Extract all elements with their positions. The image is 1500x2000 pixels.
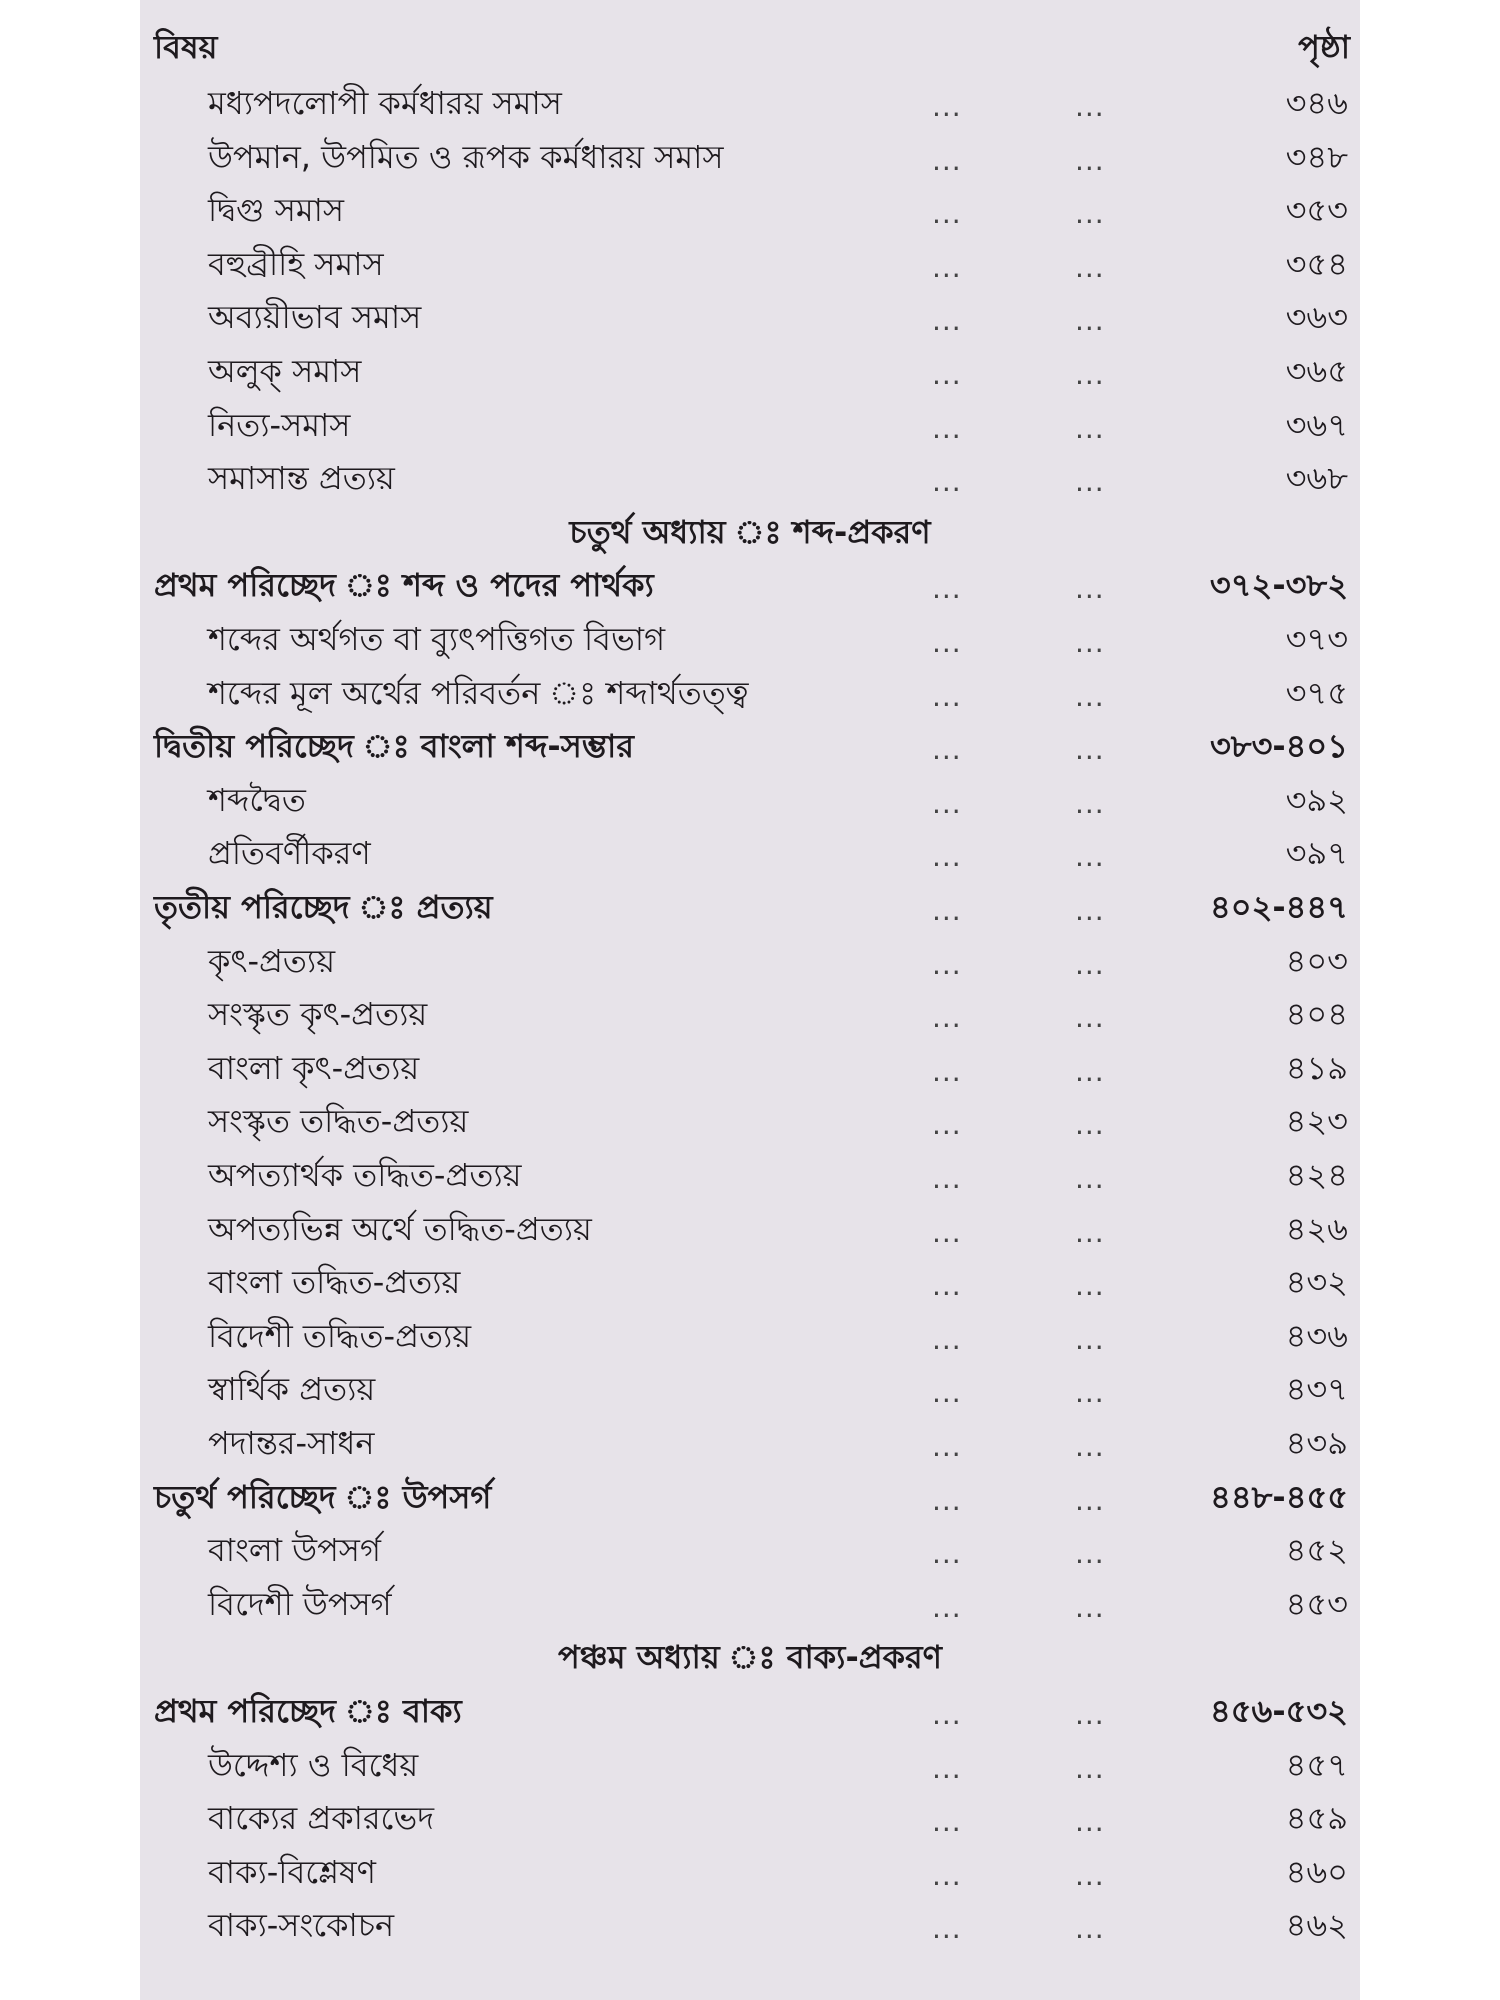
entry-page-number: ৪৩৬ [1285,1316,1348,1355]
entry-title: স্বার্থিক প্রত্যয় [208,1370,376,1409]
toc-entry [140,1579,1360,1629]
toc-entry [140,1418,1360,1468]
entry-title: বিদেশী তদ্ধিত-প্রত্যয় [208,1316,472,1355]
entry-page-number: ৩৮৩-৪০১ [1210,727,1348,766]
entry-page-number: ৪০২-৪৪৭ [1210,888,1348,926]
leader-dots: ... [932,90,962,123]
entry-page-number: ৩৪৬ [1285,84,1348,122]
entry-page-number: ৩৯৭ [1285,834,1348,873]
entry-title: বিদেশী উপসর্গ [208,1584,392,1623]
leader-dots: ... [1075,947,1105,981]
entry-page-number: ৪৪৮-৪৫৫ [1210,1477,1348,1516]
entry-page-number: ৩৭৫ [1285,673,1348,712]
entry-title: তৃতীয় পরিচ্ছেদ ঃ প্রত্যয় [154,888,493,926]
leader-dots: ... [1075,1162,1105,1195]
toc-entry [140,78,1360,128]
leader-dots: ... [932,1483,962,1517]
leader-dots: ... [932,1805,962,1839]
entry-page-number: ৩৬৫ [1285,352,1348,390]
leader-dots: ... [932,679,962,713]
leader-dots: ... [932,1269,962,1303]
toc-entry [140,185,1360,235]
entry-title: বাক্য-বিশ্লেষণ [208,1852,377,1891]
leader-dots: ... [932,1698,962,1731]
entry-page-number: ৩৪৮ [1285,137,1348,176]
toc-header [154,26,1350,76]
leader-dots: ... [932,304,962,338]
leader-dots: ... [1075,840,1105,874]
leader-dots: ... [1075,1590,1105,1624]
entry-title: শব্দের মূল অর্থের পরিবর্তন ঃ শব্দার্থতত্ত্ব [208,673,749,712]
entry-title: দ্বিগু সমাস [208,191,345,230]
entry-title: বাংলা উপসর্গ [208,1531,381,1570]
entry-title: সমাসান্ত প্রত্যয় [208,459,395,498]
leader-dots: ... [932,197,962,231]
toc-entry [140,1311,1360,1361]
leader-dots: ... [932,1858,962,1892]
entry-title: উপমান, উপমিত ও রূপক কর্মধারয় সমাস [208,137,724,176]
entry-title: বাক্যের প্রকারভেদ [208,1799,435,1838]
entry-title: বহুব্রীহি সমাস [208,244,384,283]
leader-dots: ... [932,1912,962,1946]
entry-title: উদ্দেশ্য ও বিধেয় [208,1745,419,1784]
entry-title: চতুর্থ পরিচ্ছেদ ঃ উপসর্গ [154,1477,492,1516]
entry-page-number: ৪২৩ [1285,1102,1348,1141]
entry-page-number: ৪০৩ [1285,941,1348,980]
leader-dots: ... [932,1376,962,1410]
entry-title: অপত্যার্থক তদ্ধিত-প্রত্যয় [208,1156,522,1194]
leader-dots: ... [932,143,962,177]
leader-dots: ... [1075,1483,1105,1517]
leader-dots: ... [1075,626,1105,659]
entry-page-number: ৪৩৭ [1285,1370,1348,1409]
entry-title: নিত্য-সমাস [208,405,351,444]
leader-dots: ... [1075,1108,1105,1142]
leader-dots: ... [1075,411,1105,445]
entry-page-number: ৪২৪ [1285,1156,1348,1194]
section-entry [140,1686,1360,1736]
leader-dots: ... [1075,786,1105,820]
entry-title: বাক্য-সংকোচন [208,1906,395,1945]
leader-dots: ... [932,1430,962,1463]
entry-page-number: ৪৬২ [1285,1906,1348,1945]
toc-entry [140,668,1360,718]
toc-entry [140,346,1360,396]
leader-dots: ... [1075,143,1105,177]
leader-dots: ... [932,733,962,767]
toc-entry [140,400,1360,450]
leader-dots: ... [932,465,962,499]
leader-dots: ... [932,411,962,445]
entry-title: অপত্যভিন্ন অর্থে তদ্ধিত-প্রত্যয় [208,1209,592,1248]
leader-dots: ... [932,947,962,981]
leader-dots: ... [932,786,962,820]
leader-dots: ... [1075,1322,1105,1356]
leader-dots: ... [1075,304,1105,338]
entry-page-number: ৪০৪ [1285,995,1348,1034]
section-entry [140,1472,1360,1522]
leader-dots: ... [932,840,962,874]
leader-dots: ... [932,572,962,606]
leader-dots: ... [1075,1858,1105,1892]
leader-dots: ... [932,1322,962,1356]
toc-entry [140,453,1360,503]
toc-entry [140,828,1360,878]
toc-entry [140,775,1360,825]
entry-title: বাংলা তদ্ধিত-প্রত্যয় [208,1263,461,1302]
section-entry [140,882,1360,932]
toc-entry [140,1740,1360,1790]
entry-title: পঞ্চম অধ্যায় ঃ বাক্য-প্রকরণ [558,1638,942,1677]
toc-entry [140,1847,1360,1897]
leader-dots: ... [932,1751,962,1785]
toc-entry [140,1525,1360,1575]
leader-dots: ... [1075,1001,1105,1035]
section-entry [140,721,1360,771]
entry-page-number: ৪৫৬-৫৩২ [1210,1692,1348,1730]
toc-entry [140,1043,1360,1093]
leader-dots: ... [1075,1537,1105,1571]
leader-dots: ... [1075,1376,1105,1410]
leader-dots: ... [1075,358,1105,391]
chapter-heading [140,1632,1360,1682]
entry-page-number: ৩৬৭ [1285,405,1348,444]
toc-entry [140,132,1360,182]
entry-title: মধ্যপদলোপী কর্মধারয় সমাস [208,84,562,122]
toc-entry [140,1204,1360,1254]
entry-page-number: ৩৬৩ [1285,298,1348,337]
toc-entry [140,1793,1360,1843]
entry-title: পদান্তর-সাধন [208,1424,375,1462]
chapter-heading [140,507,1360,557]
leader-dots: ... [1075,894,1105,927]
entry-page-number: ৪৫৭ [1285,1745,1348,1784]
entry-page-number: ৪৫৯ [1285,1799,1348,1838]
toc-entry [140,1900,1360,1950]
entry-page-number: ৪৬০ [1285,1852,1348,1891]
entry-title: চতুর্থ অধ্যায় ঃ শব্দ-প্রকরণ [569,512,931,551]
toc-entry [140,1257,1360,1307]
leader-dots: ... [1075,1215,1105,1249]
toc-page [140,0,1360,2000]
leader-dots: ... [932,1537,962,1571]
entry-title: শব্দের অর্থগত বা ব্যুৎপত্তিগত বিভাগ [208,620,666,658]
leader-dots: ... [932,1108,962,1142]
entry-title: অলুক্ সমাস [208,352,362,390]
leader-dots: ... [932,1215,962,1249]
leader-dots: ... [1075,1054,1105,1088]
leader-dots: ... [1075,1912,1105,1946]
entry-page-number: ৩৯২ [1285,780,1348,819]
toc-entry [140,1364,1360,1414]
leader-dots: ... [1075,679,1105,713]
subject-column-label: বিষয় [154,28,218,66]
leader-dots: ... [1075,733,1105,767]
toc-entry [140,239,1360,289]
leader-dots: ... [932,1001,962,1035]
entry-page-number: ৪৫২ [1285,1531,1348,1570]
leader-dots: ... [932,250,962,284]
toc-entry [140,1150,1360,1200]
toc-entry [140,989,1360,1039]
entry-title: সংস্কৃত তদ্ধিত-প্রত্যয় [208,1102,469,1141]
leader-dots: ... [932,1590,962,1624]
leader-dots: ... [1075,1269,1105,1303]
entry-title: অব্যয়ীভাব সমাস [208,298,422,337]
leader-dots: ... [932,626,962,659]
entry-page-number: ৩৬৮ [1285,459,1348,498]
entry-title: বাংলা কৃৎ-প্রত্যয় [208,1048,420,1087]
entry-page-number: ৩৭২-৩৮২ [1209,566,1348,605]
entry-page-number: ৩৭৩ [1285,620,1348,658]
entry-page-number: ৩৫৩ [1285,191,1348,230]
entry-title: দ্বিতীয় পরিচ্ছেদ ঃ বাংলা শব্দ-সম্ভার [154,727,634,766]
entry-page-number: ৪৫৩ [1285,1584,1348,1623]
entry-page-number: ৩৫৪ [1285,244,1348,283]
entry-page-number: ৪৩৯ [1285,1424,1348,1462]
leader-dots: ... [932,894,962,927]
entry-title: প্রথম পরিচ্ছেদ ঃ বাক্য [154,1692,462,1730]
toc-entry [140,1096,1360,1146]
entry-title: প্রথম পরিচ্ছেদ ঃ শব্দ ও পদের পার্থক্য [154,566,654,605]
leader-dots: ... [1075,250,1105,284]
leader-dots: ... [1075,1698,1105,1731]
leader-dots: ... [1075,197,1105,231]
leader-dots: ... [1075,465,1105,499]
leader-dots: ... [932,358,962,391]
toc-entry [140,936,1360,986]
entry-title: কৃৎ-প্রত্যয় [208,941,336,980]
leader-dots: ... [1075,1751,1105,1785]
leader-dots: ... [932,1162,962,1195]
leader-dots: ... [1075,572,1105,606]
leader-dots: ... [1075,1430,1105,1463]
entry-title: শব্দদ্বৈত [208,780,306,819]
entry-page-number: ৪২৬ [1285,1209,1348,1248]
leader-dots: ... [932,1054,962,1088]
toc-entry [140,292,1360,342]
page-column-label: পৃষ্ঠা [1298,28,1350,66]
entry-title: সংস্কৃত কৃৎ-প্রত্যয় [208,995,428,1034]
entry-page-number: ৪৩২ [1285,1263,1348,1302]
leader-dots: ... [1075,90,1105,123]
toc-entry [140,614,1360,664]
section-entry [140,560,1360,610]
leader-dots: ... [1075,1805,1105,1839]
entry-title: প্রতিবর্ণীকরণ [208,834,371,873]
entry-page-number: ৪১৯ [1285,1048,1348,1087]
